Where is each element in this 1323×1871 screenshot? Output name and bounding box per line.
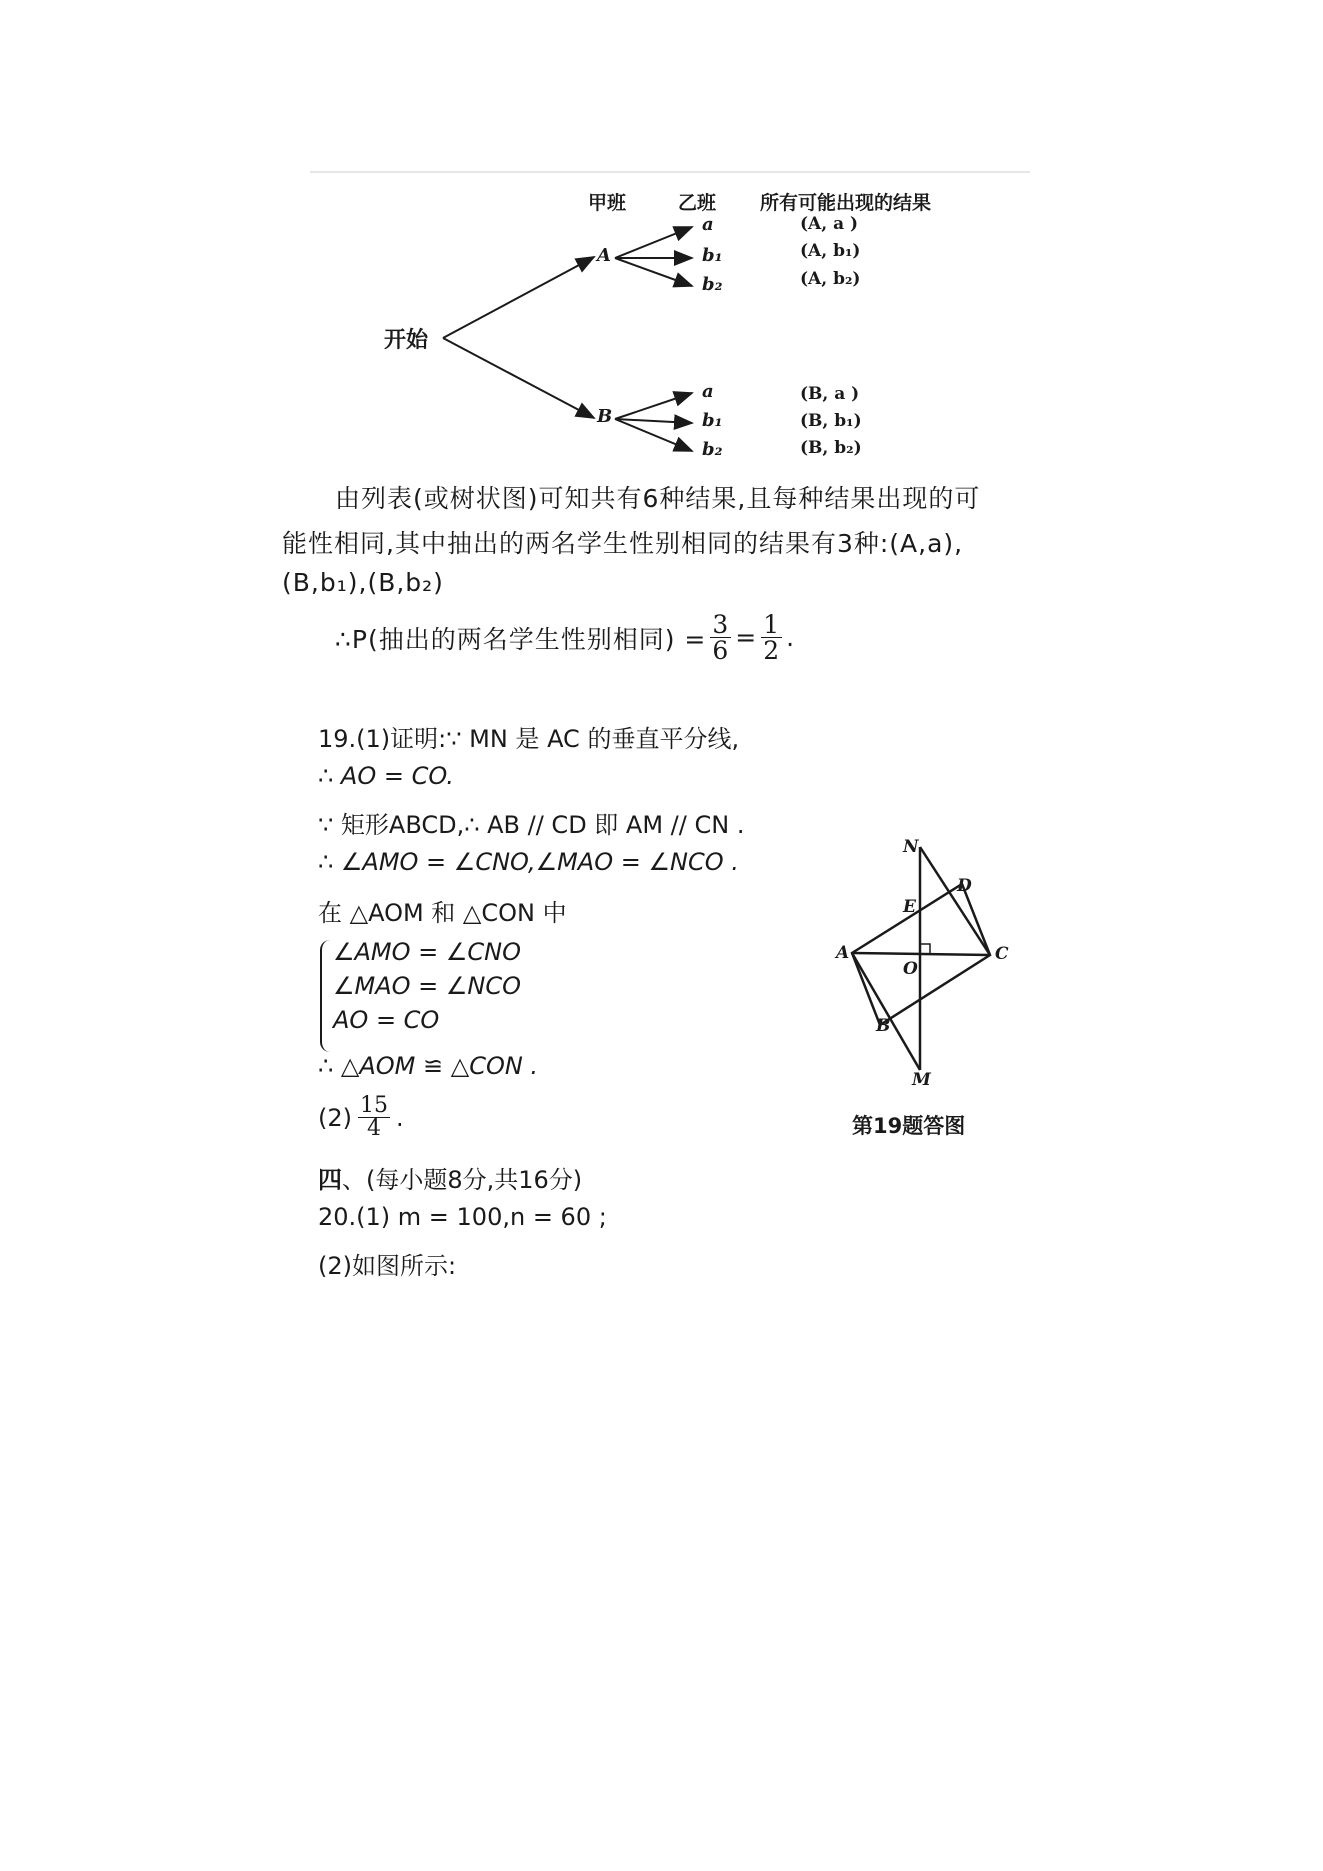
label-n: N (903, 837, 919, 857)
start-label: 开始 (384, 328, 429, 353)
leaf-a-0: a (702, 214, 714, 235)
leaf-a-2: b₂ (702, 274, 723, 295)
result-b-1: (B, b₁) (800, 411, 862, 431)
q19-brace-1: ∠AMO = ∠CNO (333, 938, 522, 966)
frac2-num: 1 (763, 610, 781, 639)
right-angle-mark (920, 944, 930, 954)
q20-line-2: (2)如图所示: (318, 1252, 457, 1280)
result-a-1: (A, b₁) (800, 241, 861, 261)
label-e: E (903, 897, 916, 917)
section-4-title: 、(每小题8分,共16分) (342, 1166, 583, 1194)
label-d: D (957, 876, 972, 896)
result-a-0: (A, a ) (800, 214, 859, 234)
header-class-b: 乙班 (678, 192, 717, 214)
label-c: C (995, 944, 1009, 964)
result-a-2: (A, b₂) (800, 269, 861, 289)
frac1-den: 6 (712, 636, 730, 665)
label-o: O (903, 959, 918, 979)
q19-part2-end: . (396, 1103, 404, 1132)
q19-line-2: ∴ AO = CO. (318, 762, 454, 790)
prob-eq: = (735, 623, 758, 652)
node-a: A (597, 245, 611, 266)
section-4-number: 四 (318, 1166, 342, 1194)
frac3-num: 15 (360, 1093, 388, 1118)
q19-brace-2: ∠MAO = ∠NCO (333, 972, 522, 1000)
segment-CN (920, 847, 990, 955)
q19-brace-3: AO = CO (333, 1006, 440, 1034)
q19-line-5: 在 △AOM 和 △CON 中 (318, 899, 567, 927)
header-results: 所有可能出现的结果 (760, 192, 932, 214)
q19-line-3: ∵ 矩形ABCD,∴ AB // CD 即 AM // CN . (318, 811, 745, 839)
leaf-b-0: a (702, 381, 714, 402)
leaf-b-2: b₂ (702, 439, 723, 460)
leaf-a-1: b₁ (702, 245, 723, 266)
frac2-den: 2 (763, 636, 781, 665)
frac1-num: 3 (712, 610, 730, 639)
label-b: B (876, 1016, 891, 1036)
para-line-3: (B,b₁),(B,b₂) (282, 568, 444, 597)
prob-end: . (786, 623, 796, 652)
q19-line-4: ∴ ∠AMO = ∠CNO,∠MAO = ∠NCO . (318, 848, 739, 876)
q19-line-6: ∴ △AOM ≌ △CON . (318, 1052, 539, 1080)
label-a: A (836, 943, 850, 963)
label-m: M (912, 1070, 931, 1090)
prob-prefix: ∴P(抽出的两名学生性别相同) = (335, 624, 707, 654)
frac3-den: 4 (367, 1116, 381, 1141)
result-b-2: (B, b₂) (800, 438, 862, 458)
figure-caption: 第19题答图 (852, 1114, 966, 1138)
result-b-0: (B, a ) (800, 384, 860, 404)
para-line-2: 能性相同,其中抽出的两名学生性别相同的结果有3种:(A,a), (282, 529, 964, 558)
header-class-a: 甲班 (588, 192, 627, 214)
node-b: B (597, 406, 613, 427)
para-line-1: 由列表(或树状图)可知共有6种结果,且每种结果出现的可 (335, 484, 981, 513)
leaf-b-1: b₁ (702, 410, 723, 431)
q19-line-1: 19.(1)证明:∵ MN 是 AC 的垂直平分线, (318, 725, 740, 753)
q19-part2-prefix: (2) (318, 1103, 352, 1132)
q20-line-1: 20.(1) m = 100,n = 60 ; (318, 1203, 607, 1231)
